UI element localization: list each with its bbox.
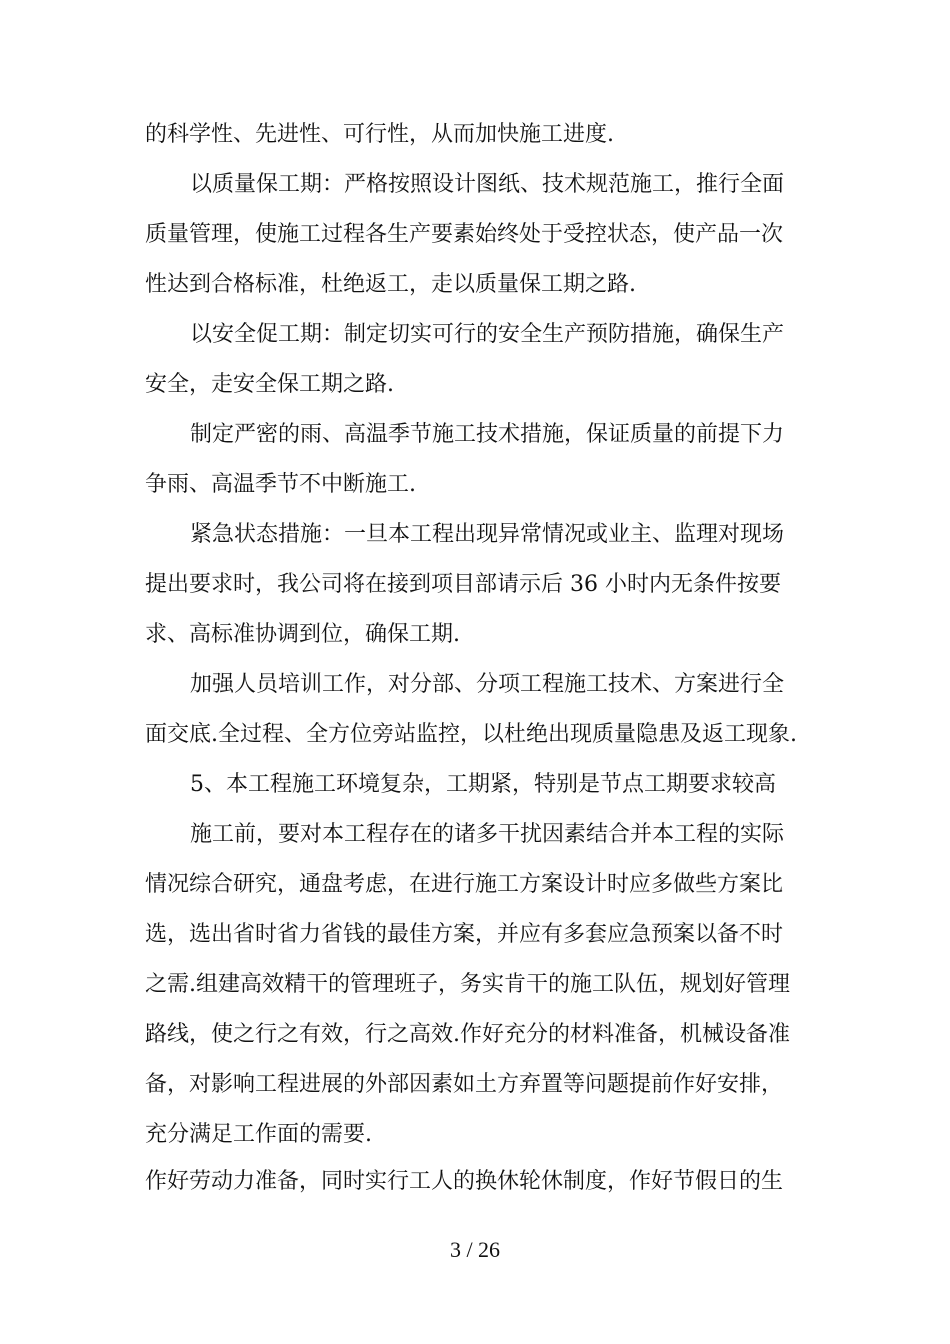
paragraph-start-line: 紧急状态措施：一旦本工程出现异常情况或业主、监理对现场 [190,522,785,547]
text-line: 性达到合格标准，杜绝返工，走以质量保工期之路. [145,272,636,297]
text-line: 情况综合研究，通盘考虑，在进行施工方案设计时应多做些方案比 [145,872,784,897]
section-heading-line: 5、本工程施工环境复杂，工期紧，特别是节点工期要求较高 [190,772,776,797]
paragraph-start-line: 制定严密的雨、高温季节施工技术措施，保证质量的前提下力 [190,422,785,447]
text-line: 路线，使之行之有效，行之高效.作好充分的材料准备，机械设备准 [145,1022,790,1047]
text-line: 安全，走安全保工期之路. [145,372,394,397]
text-line: 求、高标准协调到位，确保工期. [145,622,460,647]
text-line: 质量管理，使施工过程各生产要素始终处于受控状态，使产品一次 [145,222,784,247]
page-number: 3 / 26 [449,1237,501,1262]
text-line: 争雨、高温季节不中断施工. [145,472,416,497]
text-line: 充分满足工作面的需要. [145,1122,372,1147]
paragraph-start-line: 以质量保工期：严格按照设计图纸、技术规范施工，推行全面 [190,172,785,197]
paragraph-start-line: 施工前，要对本工程存在的诸多干扰因素结合并本工程的实际 [190,822,785,847]
text-line: 的科学性、先进性、可行性，从而加快施工进度. [145,122,614,147]
text-line: 备，对影响工程进展的外部因素如土方弃置等问题提前作好安排， [145,1072,784,1097]
text-line: 之需.组建高效精干的管理班子，务实肯干的施工队伍，规划好管理 [145,972,790,997]
text-line: 面交底.全过程、全方位旁站监控，以杜绝出现质量隐患及返工现象. [145,722,797,747]
text-line: 选，选出省时省力省钱的最佳方案，并应有多套应急预案以备不时 [145,922,784,947]
paragraph-start-line: 以安全促工期：制定切实可行的安全生产预防措施，确保生产 [190,322,785,347]
paragraph-start-line: 加强人员培训工作，对分部、分项工程施工技术、方案进行全 [190,672,785,697]
text-line: 作好劳动力准备，同时实行工人的换休轮休制度，作好节假日的生 [145,1169,784,1194]
text-line: 提出要求时，我公司将在接到项目部请示后 36 小时内无条件按要 [145,572,781,597]
